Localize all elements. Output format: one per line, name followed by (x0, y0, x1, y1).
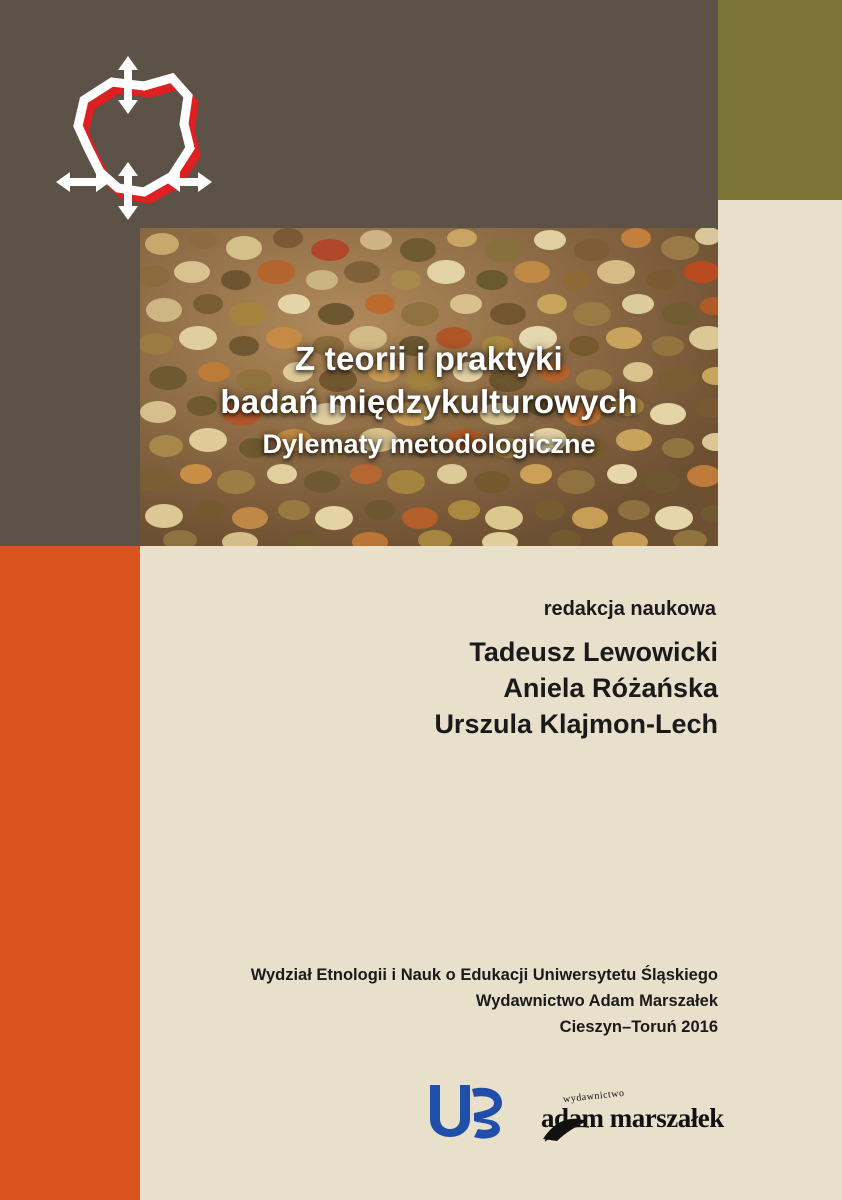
background-block-top-olive (718, 0, 842, 200)
publisher-logo-main-text: adam marszałek (541, 1103, 724, 1133)
publisher-line-place-year: Cieszyn–Toruń 2016 (559, 1018, 718, 1037)
cover-photo-pebbles (140, 228, 718, 546)
title-line-2: badań międzykulturowych (220, 382, 638, 420)
editor-name: Tadeusz Lewowicki (469, 637, 718, 667)
university-logo-icon (420, 1079, 510, 1143)
editor-name: Urszula Klajmon-Lech (434, 708, 718, 739)
cover-title-block (140, 338, 718, 462)
editors-block (140, 598, 718, 743)
publisher-block (140, 962, 718, 1040)
editor-name: Aniela Różańska (503, 672, 718, 703)
logos-row (400, 1075, 740, 1165)
publisher-line-faculty: Wydział Etnologii i Nauk o Edukacji Uniwersytetu Śląskiego (250, 966, 718, 984)
editors-label: redakcja naukowa (543, 598, 716, 620)
publisher-logo-adam-marszalek (535, 1081, 735, 1151)
title-line-1: Z teorii i praktyki (295, 340, 563, 377)
publisher-logo-top-text: wydawnictwo (562, 1087, 626, 1106)
title-subtitle: Dylematy metodologiczne (262, 428, 596, 459)
background-block-right-cream (718, 200, 842, 1200)
background-block-left-orange (0, 546, 140, 1200)
background-block-left-dark (0, 228, 140, 546)
publisher-line-house: Wydawnictwo Adam Marszałek (475, 992, 718, 1011)
poland-outline-emblem (48, 52, 218, 224)
